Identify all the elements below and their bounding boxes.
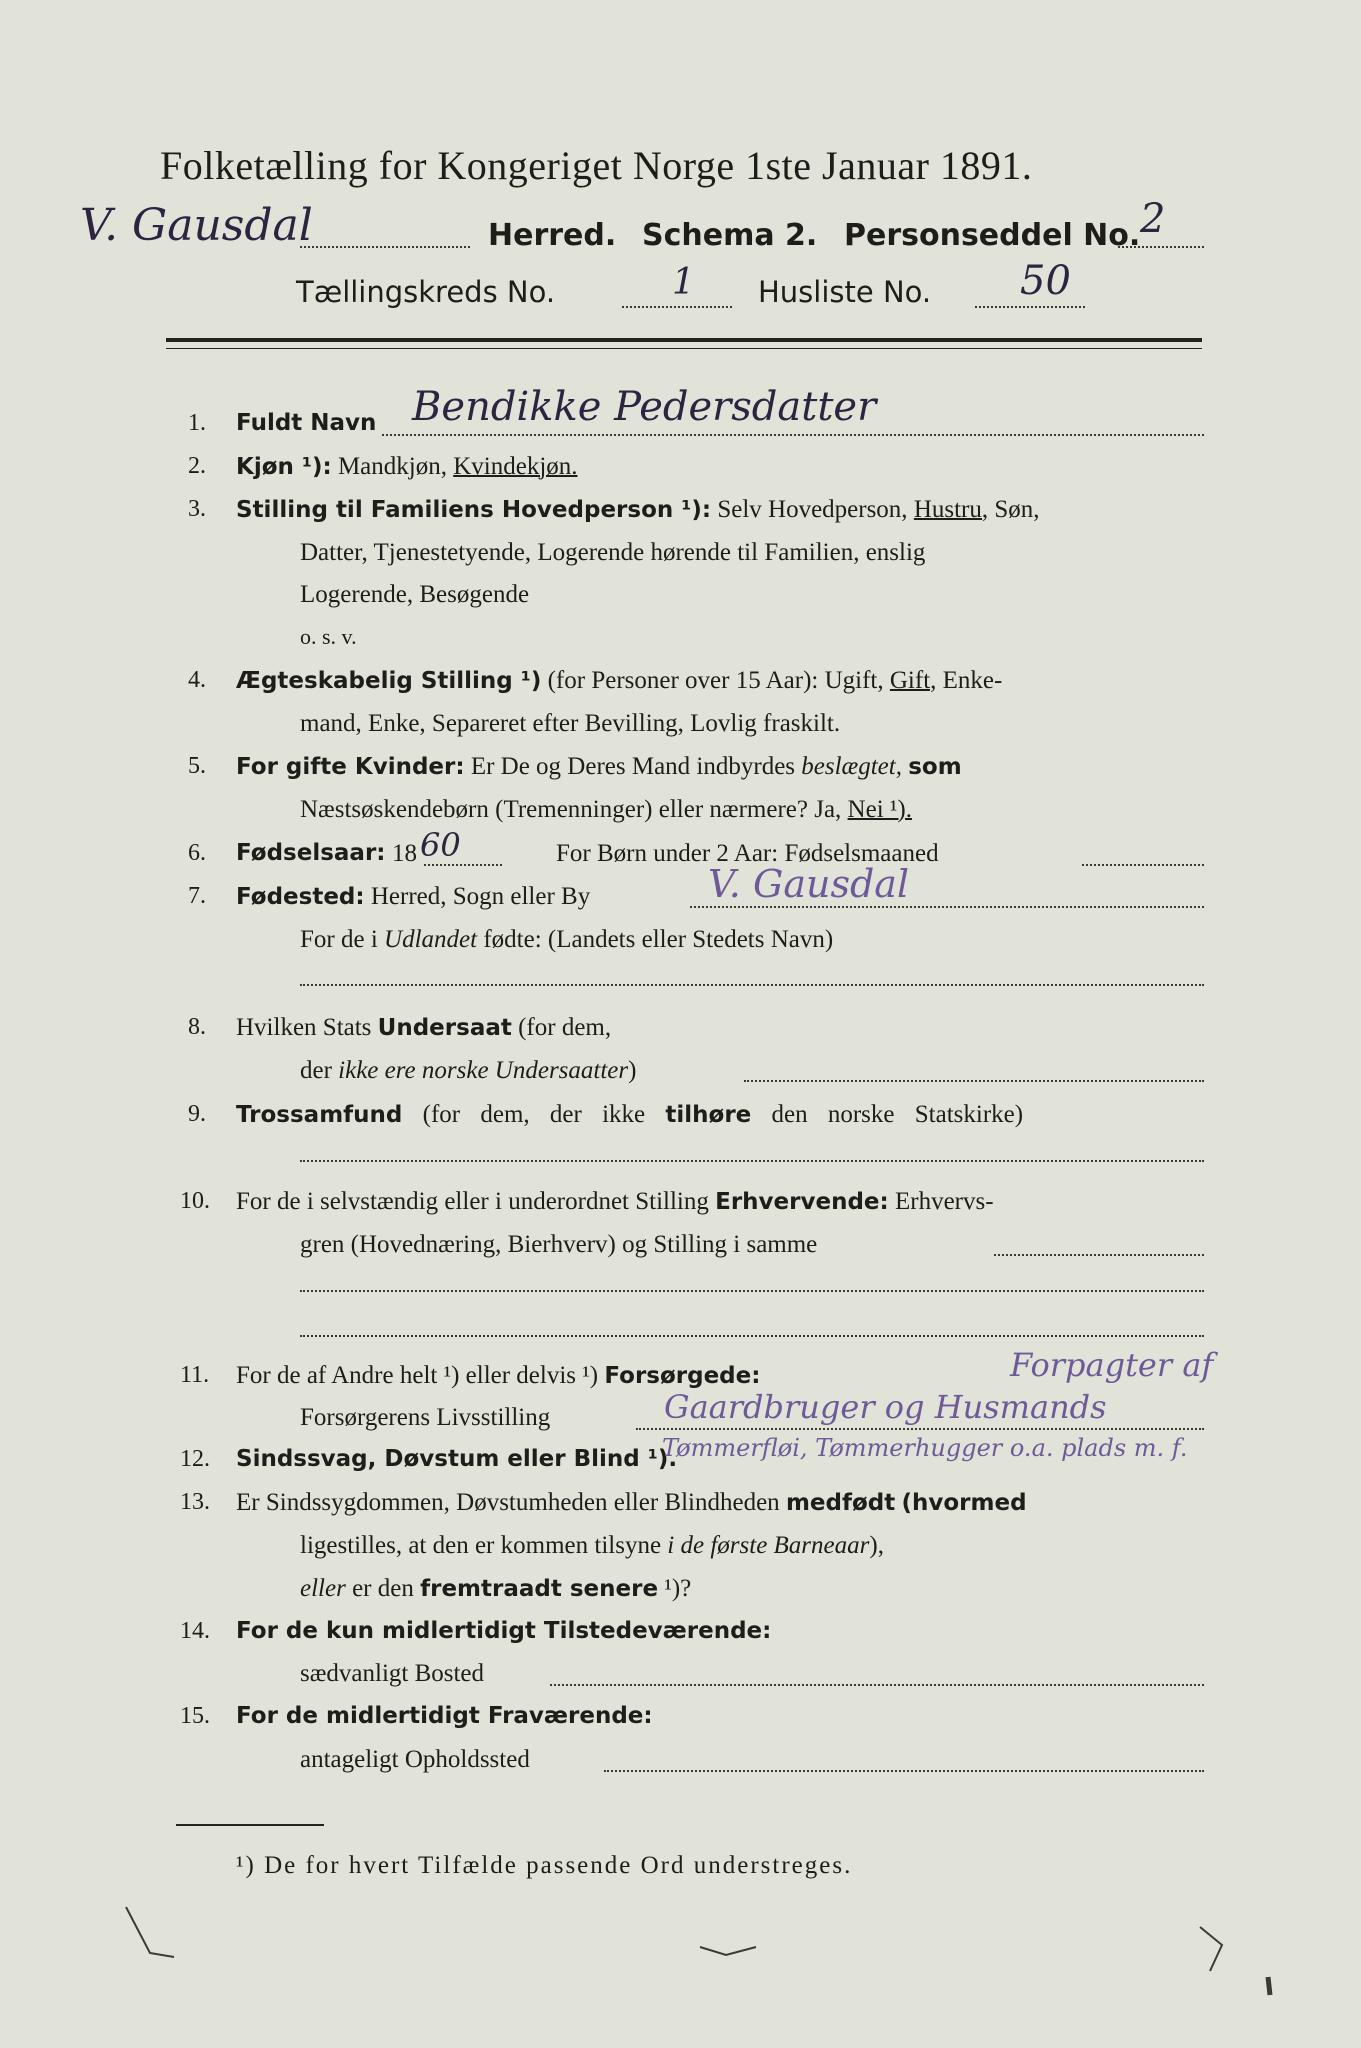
q7-value: V. Gausdal [708,862,910,906]
q5-line1a: Er De og Deres Mand indbyrdes [470,753,796,780]
q12-number: 12. [180,1446,210,1472]
q4-opt-gift: Gift, [889,667,937,694]
q7-line2b: Udlandet [384,926,478,953]
q12-label: Sindssvag, Døvstum eller Blind ¹). [236,1446,678,1472]
q11-line2: Forsørgerens Livsstilling [300,1404,551,1431]
q15-dots [604,1770,1204,1772]
q11-label: For de af Andre helt ¹) eller delvis ¹) [236,1362,599,1389]
q4-line1a: (for Personer over 15 Aar): Ugift, [547,667,884,694]
q13-line3b: er den [352,1575,414,1602]
q13-line2b: i de første Barneaar [667,1532,870,1559]
q1-value: Bendikke Pedersdatter [412,384,877,430]
q3-opt-selv: Selv Hovedperson, [717,496,908,523]
q1-number: 1. [188,410,206,436]
q2-option-female: Kvindekjøn. [453,453,578,480]
q13-line3d: ¹)? [664,1575,692,1602]
q12-value: Tømmerfløi, Tømmerhugger o.a. plads m. f. [662,1434,1188,1462]
q8-number: 8. [188,1014,206,1040]
q15-line2: antageligt Opholdssted [300,1746,530,1773]
q11-label-b: Forsørgede: [604,1363,761,1389]
q2-number: 2. [188,453,206,479]
q3-line4: o. s. v. [300,624,357,649]
husliste-dots [975,306,1085,308]
corner-marks [110,1895,1310,2005]
q10-dots-2 [300,1290,1204,1292]
q5-number: 5. [188,753,206,779]
q6-prefix: 18 [392,840,417,867]
schema-label: Schema 2. [642,218,818,253]
personseddel-value: 2 [1140,196,1166,242]
q10-line2: gren (Hovednæring, Bierhverv) og Stilling i samme [300,1231,818,1258]
taellingskreds-value: 1 [672,262,695,303]
q7-line2a: For de i [300,926,378,953]
q11-value-1: Forpagter af [1010,1346,1214,1384]
q11-number: 11. [180,1362,210,1388]
herred-label: Herred. [488,218,617,253]
q10-dots-1 [994,1254,1204,1256]
q10-line1c: Erhvervs- [894,1188,994,1215]
q1-label: Fuldt Navn [236,410,377,436]
q11-value-2: Gaardbruger og Husmands [664,1388,1107,1426]
q11-dots [636,1428,1204,1430]
q8-line1a: Hvilken Stats [236,1014,372,1041]
header-rule-thick [166,338,1202,342]
q7-dots [690,906,1204,908]
taellingskreds-label: Tællingskreds No. [296,275,556,309]
q9-dots [300,1160,1204,1162]
herred-value: V. Gausdal [80,200,313,251]
q9-line1b: tilhøre [665,1102,752,1128]
q6-number: 6. [188,840,206,866]
q13-line3c: fremtraadt senere [420,1576,659,1602]
q10-label: For de i selvstændig eller i underordnet Stilling [236,1188,709,1215]
q7-foreign-dots [300,984,1204,986]
header-rule-thin [166,348,1202,349]
q5-line1b: beslægtet, [801,753,902,780]
q8-line2c: ) [628,1057,637,1084]
q4-label: Ægteskabelig Stilling ¹) [236,668,542,694]
q13-number: 13. [180,1489,210,1515]
q14-number: 14. [180,1618,210,1644]
q6-month-dots [1082,864,1204,866]
q8-line1c: (for dem, [518,1014,612,1041]
q6-dots [424,864,502,866]
q9-line1c: den norske Statskirke) [771,1101,1024,1128]
q5-line2a: Næstsøskendebørn (Tremenninger) eller nærmere? Ja, [300,796,842,823]
q3-line3: Logerende, Besøgende [300,581,530,608]
herred-dots [300,246,470,248]
q5-line1c: som [908,754,962,780]
q2-option-male: Mandkjøn, [337,453,447,480]
q7-label: Fødested: [236,884,365,910]
q14-label: For de kun midlertidigt Tilstedeværende: [236,1618,772,1644]
q2-label: Kjøn ¹): [236,454,332,480]
q9-line1a: (for dem, der ikke [422,1101,646,1128]
q10-number: 10. [180,1188,210,1214]
q3-line2: Datter, Tjenestetyende, Logerende hørende til Familien, enslig [300,539,926,566]
q1-dots [382,434,1204,436]
q4-number: 4. [188,667,206,693]
q13-line1b: medfødt [785,1490,896,1516]
q5-opt-nei: Nei ¹). [847,796,912,823]
q8-line1b: Undersaat [377,1015,512,1041]
q8-dots [744,1080,1204,1082]
q9-label: Trossamfund [236,1102,403,1128]
personseddel-label: Personseddel No. [844,218,1141,253]
q6-value: 60 [420,826,461,864]
q14-dots [550,1684,1204,1686]
q15-label: For de midlertidigt Fraværende: [236,1703,653,1729]
q15-number: 15. [180,1703,210,1729]
q3-opt-son: Søn, [994,496,1040,523]
q7-number: 7. [188,883,206,909]
q4-line1c: Enke- [942,667,1003,694]
q7-line1: Herred, Sogn eller By [370,883,591,910]
q14-line2: sædvanligt Bosted [300,1660,485,1687]
q8-line2b: ikke ere norske Undersaatter [338,1057,629,1084]
footnote: ¹) De for hvert Tilfælde passende Ord understreges. [236,1852,853,1879]
form-title: Folketælling for Kongeriget Norge 1ste Januar 1891. [160,143,1033,188]
q4-line2: mand, Enke, Separeret efter Bevilling, Lovlig fraskilt. [300,710,841,737]
q3-label: Stilling til Familiens Hovedperson ¹): [236,497,712,523]
q7-line2c: fødte: (Landets eller Stedets Navn) [483,926,834,953]
q13-line3a: eller [300,1575,346,1602]
q3-opt-hustru: Hustru, [913,496,989,523]
personseddel-dots [1118,246,1204,248]
q10-label-b: Erhvervende: [715,1189,889,1215]
q10-dots-3 [300,1335,1204,1337]
husliste-label: Husliste No. [758,275,932,309]
q13-line1c: (hvormed [901,1490,1027,1516]
q8-line2a: der [300,1057,332,1084]
q3-number: 3. [188,496,206,522]
q6-line2: For Børn under 2 Aar: Fødselsmaaned [556,840,939,867]
q13-line1a: Er Sindssygdommen, Døvstumheden eller Blindheden [236,1489,780,1516]
q13-line2c: ), [869,1532,884,1559]
footnote-rule [176,1824,324,1826]
q6-label: Fødselsaar: [236,840,386,866]
q13-line2a: ligestilles, at den er kommen tilsyne [300,1532,662,1559]
husliste-value: 50 [1020,258,1071,304]
taellingskreds-dots [622,306,732,308]
q9-number: 9. [188,1101,206,1127]
q5-label: For gifte Kvinder: [236,754,465,780]
